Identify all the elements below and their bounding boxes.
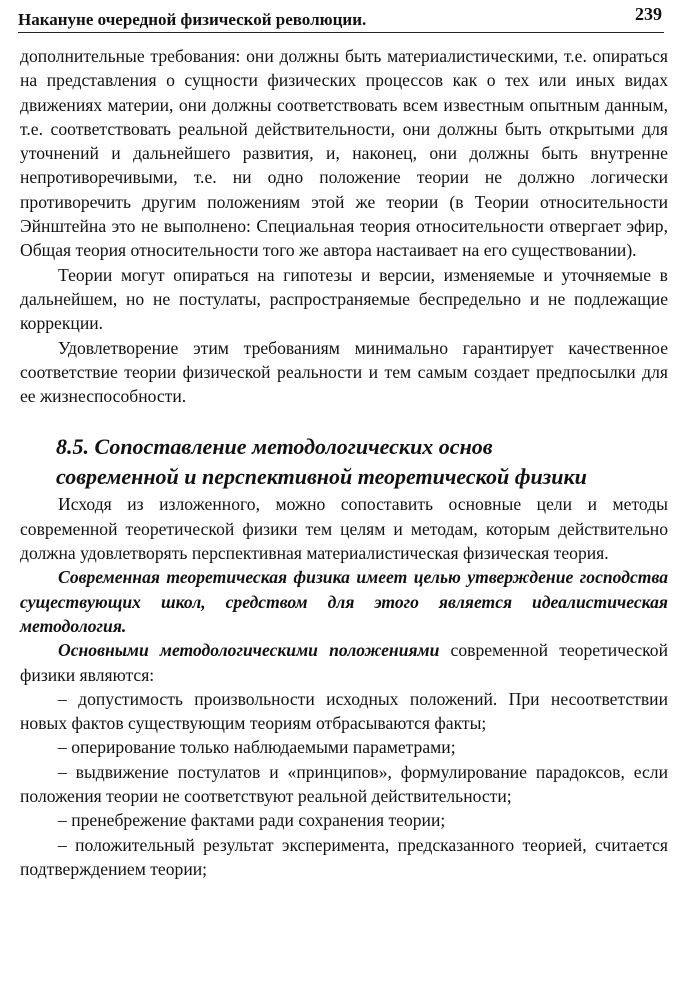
- paragraph-continuation: дополнительные требования: они должны быть материалистическими, т.е. опираться на представления о сущности физических процессов как о тех или иных видах движениях материи, они должны соответствовать всем известным опытным данным, т.е. соответствовать реальной действительности, они должны быть открытыми для уточнений и дальнейшего развития, и, наконец, они должны быть внутренне непротиворечивыми, т.е. ни одно положение теории не должно логически противоречить другим положениям этой же теории (в Теории относительности Эйнштейна это не выполнено: Специальная теория относительности отвергает эфир, Общая теория относительности того же автора настаивает на его существовании).: [20, 46, 668, 261]
- paragraph-requirements: Удовлетворение этим требованиям минимально гарантирует качественное соответствие теории физической реальности и тем самым создает предпосылки для ее жизнеспособности.: [20, 337, 668, 407]
- page-header: [18, 4, 664, 33]
- list-item: – пренебрежение фактами ради сохранения теории;: [58, 810, 446, 831]
- positions-lead: [20, 638, 668, 687]
- section-heading-line-1: 8.5. Сопоставление методологических основ: [56, 434, 493, 460]
- list-item: – допустимость произвольности исходных положений. При несоответствии новых фактов существующим теориям отбрасываются факты;: [20, 688, 668, 734]
- list-item: – положительный результат эксперимента, предсказанного теорией, считается подтверждением теории;: [20, 834, 668, 879]
- bold-statement: Современная теоретическая физика имеет целью утверждение господства существующих школ, средством для этого является идеалистическая методология.: [20, 567, 668, 636]
- page-body: [20, 44, 668, 881]
- section-heading-line-2: современной и перспективной теоретической физики: [56, 464, 587, 490]
- positions-lead-rest: современной теоретической физики являются:: [20, 640, 668, 685]
- page-number: 239: [635, 4, 662, 24]
- positions-lead-bold: Основными методологическими положениями: [58, 640, 440, 661]
- section-heading: [20, 432, 668, 492]
- list-item: – выдвижение постулатов и «принципов», формулирование парадоксов, если положения теории не соответствуют реальной действительности;: [20, 761, 668, 807]
- list-item: – оперирование только наблюдаемыми параметрами;: [58, 737, 456, 758]
- section-intro: Исходя из изложенного, можно сопоставить основные цели и методы современной теоретической физики тем целям и методам, которым действительно должна удовлетворять перспективная материалистическая физическая теория.: [20, 494, 668, 564]
- running-title: Накануне очередной физической революции.: [18, 10, 367, 29]
- paragraph-hypotheses: Теории могут опираться на гипотезы и версии, изменяемые и уточняемые в дальнейшем, но не постулаты, распространяемые беспредельно и не подлежащие коррекции.: [20, 264, 668, 334]
